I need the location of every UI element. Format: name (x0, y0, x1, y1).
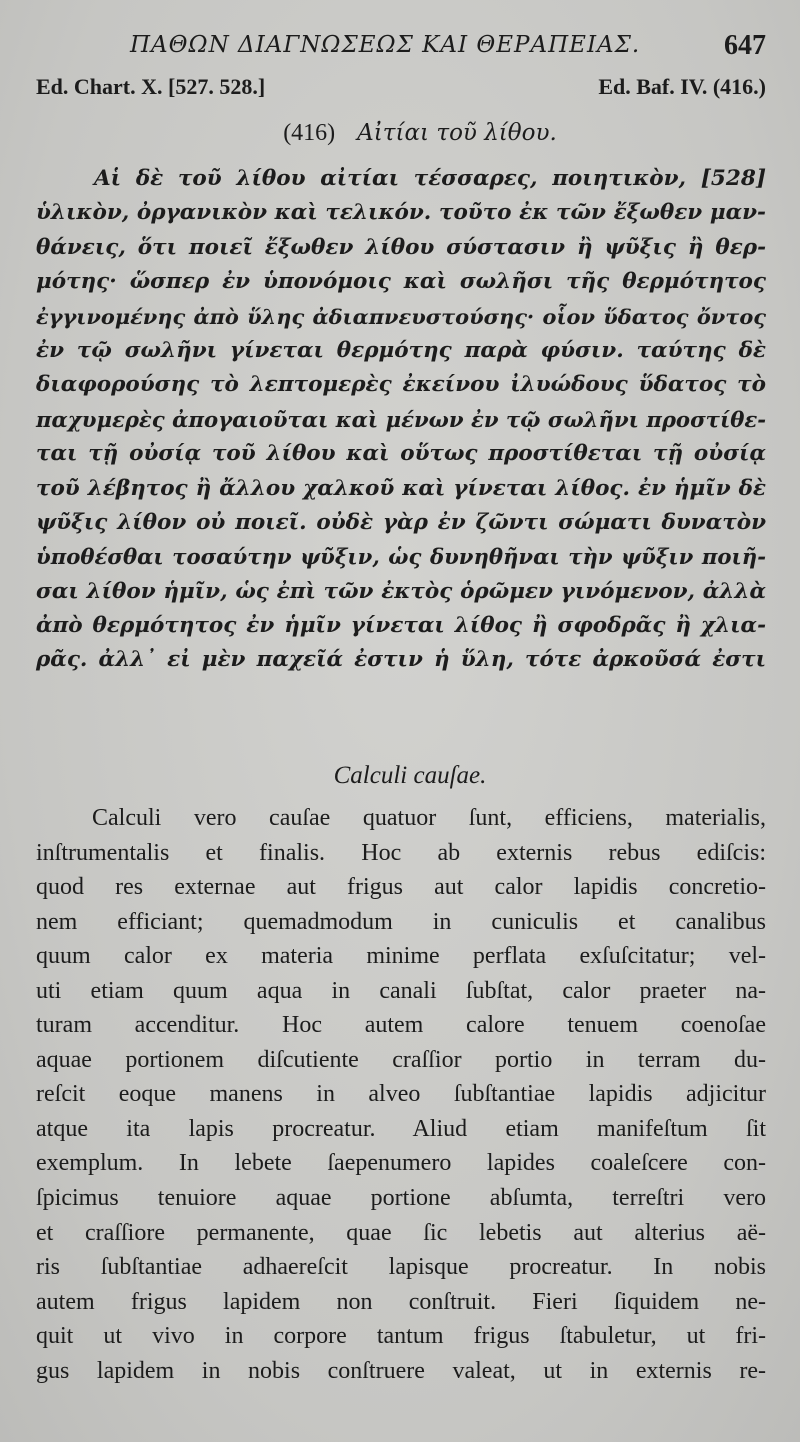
greek-text-line: μότης· ὥσπερ ἐν ὑπονόμοις καὶ σωλῆσι τῆς θερμότητος (36, 269, 766, 295)
greek-text-line: ἐν τῷ σωλῆνι γίνεται θερμότης παρὰ φύσιν. ταύτης δὲ (36, 337, 766, 363)
running-title: ΠΑΘΩΝ ΔΙΑΓΝΩΣΕΩΣ ΚΑΙ ΘΕΡΑΠΕΙΑΣ. (130, 32, 641, 58)
latin-text-line: inſtrumentalis et finalis. Hoc ab externis rebus ediſcis: (36, 839, 766, 866)
latin-text-line: quod res externae aut frigus aut calor lapidis concretio- (36, 874, 766, 901)
edition-line (0, 74, 800, 104)
latin-text-line: gus lapidem in nobis conſtruere valeat, ut in externis re- (36, 1357, 766, 1384)
greek-section-number: (416) (283, 120, 336, 146)
latin-text-line: ris ſubſtantiae adhaereſcit lapisque procreatur. In nobis (36, 1254, 766, 1281)
greek-section-heading (0, 120, 800, 147)
latin-text-block (36, 801, 766, 1388)
greek-text-line: ὑλικὸν, ὀργανικὸν καὶ τελικόν. τοῦτο ἐκ τῶν ἔξωθεν μαν- (36, 200, 766, 226)
greek-text-line: ρᾶς. ἀλλ᾽ εἰ μὲν παχεῖά ἐστιν ἡ ὕλη, τότε ἀρκοῦσά ἐστι (36, 647, 766, 673)
latin-text-line: quum calor ex materia minime perflata exſuſcitatur; vel- (36, 943, 766, 970)
latin-text-line: atque ita lapis procreatur. Aliud etiam manifeſtum ſit (36, 1115, 766, 1142)
edition-basel-reference: Ed. Baf. IV. (416.) (598, 74, 766, 99)
latin-text-line: reſcit eoque manens in alveo ſubſtantiae lapidis adjicitur (36, 1081, 766, 1108)
latin-text-line: uti etiam quum aqua in canali ſubſtat, calor praeter na- (36, 977, 766, 1004)
latin-text-line: quit ut vivo in corpore tantum frigus ſtabuletur, ut fri- (36, 1323, 766, 1350)
greek-text-block (36, 162, 766, 678)
greek-text-line: ται τῇ οὐσίᾳ τοῦ λίθου καὶ οὕτως προστίθεται τῇ οὐσίᾳ (36, 441, 766, 467)
page-number: 647 (724, 30, 766, 61)
greek-text-line: τοῦ λέβητος ἢ ἄλλου χαλκοῦ καὶ γίνεται λίθος. ἐν ἡμῖν δὲ (36, 475, 766, 501)
greek-text-line: Αἱ δὲ τοῦ λίθου αἰτίαι τέσσαρες, ποιητικὸν, [528] (94, 166, 766, 191)
greek-text-line: θάνεις, ὅτι ποιεῖ ἔξωθεν λίθου σύστασιν ἢ ψῦξις ἢ θερ- (36, 234, 766, 260)
latin-text-line: ſpicimus tenuiore aquae portione abſumta, terreſtri vero (36, 1185, 766, 1212)
latin-text-line: et craſſiore permanente, quae ſic lebetis aut alterius aë- (36, 1219, 766, 1246)
latin-section-title: Calculi cauſae. (333, 762, 487, 789)
greek-text-line: ἀπὸ θερμότητος ἐν ἡμῖν γίνεται λίθος ἢ σφοδρᾶς ἢ χλια- (36, 613, 766, 639)
greek-text-line: παχυμερὲς ἀπογαιοῦται καὶ μένων ἐν τῷ σωλῆνι προστίθε- (36, 406, 766, 432)
greek-text-line: σαι λίθον ἡμῖν, ὡς ἐπὶ τῶν ἐκτὸς ὁρῶμεν γινόμενον, ἀλλὰ (36, 578, 766, 604)
greek-text-line: διαφορούσης τὸ λεπτομερὲς ἐκείνου ἰλυώδους ὕδατος τὸ (36, 372, 766, 398)
greek-text-line: ὑποθέσθαι τοσαύτην ψῦξιν, ὡς δυνηθῆναι τὴν ψῦξιν ποιῆ- (36, 544, 766, 570)
running-head (0, 30, 800, 70)
latin-text-line: aquae portionem diſcutiente craſſior portio in terram du- (36, 1046, 766, 1073)
latin-text-line: nem efficiant; quemadmodum in cuniculis et canalibus (36, 908, 766, 935)
latin-text-line: exemplum. In lebete ſaepenumero lapides coaleſcere con- (36, 1150, 766, 1177)
latin-text-line: autem frigus lapidem non conſtruit. Fieri ſiquidem ne- (36, 1288, 766, 1315)
greek-text-line: ἐγγινομένης ἀπὸ ὕλης ἀδιαπνευστούσης· οἷον ὕδατος ὄντος (36, 303, 766, 329)
latin-text-line: Calculi vero cauſae quatuor ſunt, efficiens, materialis, (92, 805, 766, 831)
greek-section-title: Αἰτίαι τοῦ λίθου. (357, 120, 557, 146)
greek-text-line: ψῦξις λίθον οὐ ποιεῖ. οὐδὲ γὰρ ἐν ζῶντι σώματι δυνατὸν (36, 509, 766, 535)
edition-chart-reference: Ed. Chart. X. [527. 528.] (36, 74, 266, 99)
latin-text-line: turam accenditur. Hoc autem calore tenuem coenoſae (36, 1012, 766, 1039)
